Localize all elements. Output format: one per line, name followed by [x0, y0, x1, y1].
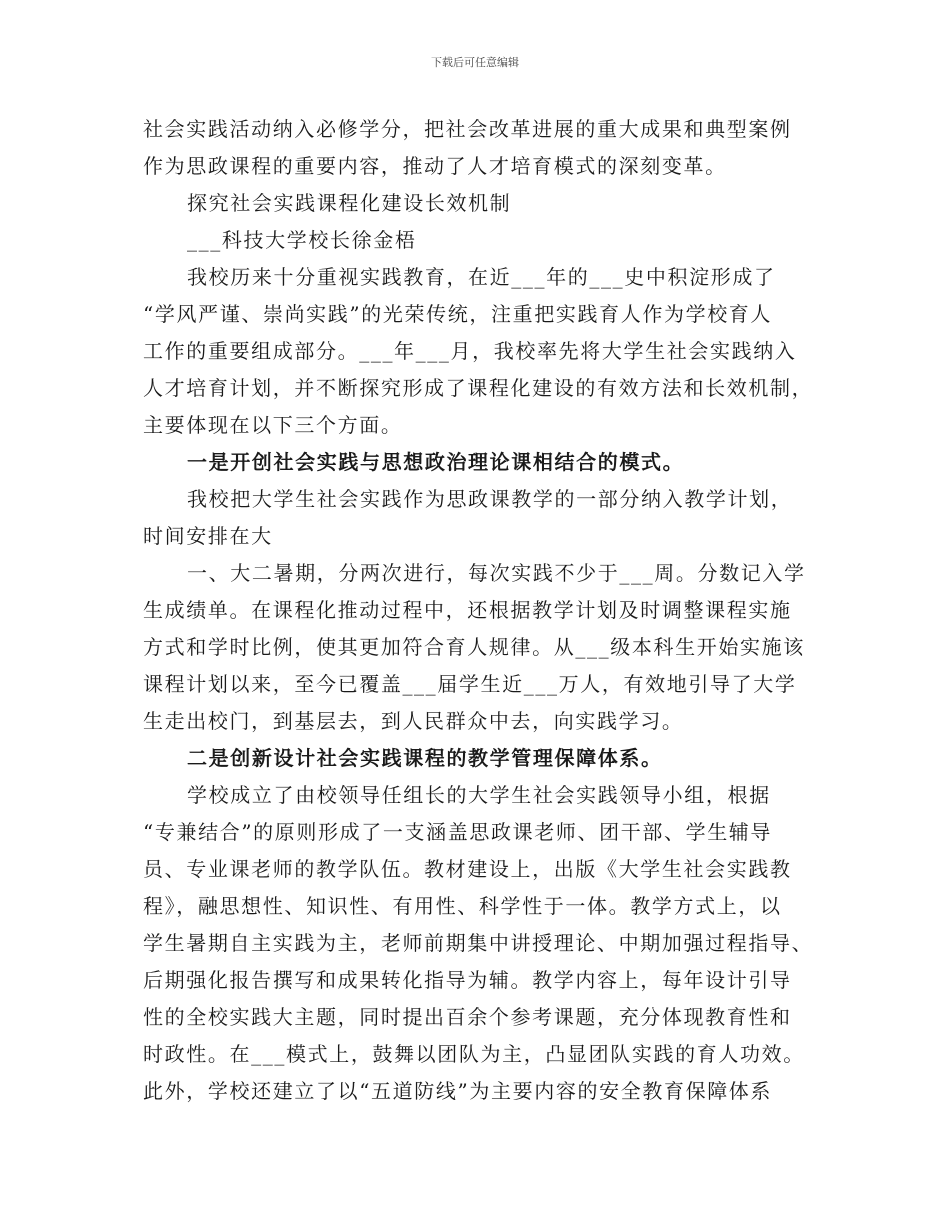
page-header: 下载后可任意编辑 — [431, 56, 519, 69]
paragraph-line: “学风严谨、崇尚实践”的光荣传统，注重把实践育人作为学校育人 — [143, 302, 773, 326]
paragraph-line: 学生暑期自主实践为主，老师前期集中讲授理论、中期加强过程指导、 — [143, 931, 814, 955]
paragraph-line: 时政性。在___模式上，鼓舞以团队为主，凸显团队实践的育人功效。 — [143, 1042, 805, 1066]
section-heading: 二是创新设计社会实践课程的教学管理保障体系。 — [187, 746, 663, 770]
paragraph-line: 学校成立了由校领导任组长的大学生社会实践领导小组，根据 — [187, 783, 771, 807]
paragraph-line: 时间安排在大 — [143, 524, 273, 548]
paragraph-line: 工作的重要组成部分。___年___月，我校率先将大学生社会实践纳入 — [143, 339, 797, 363]
paragraph-line: 人才培育计划，并不断探究形成了课程化建设的有效方法和长效机制， — [143, 376, 814, 400]
paragraph-line: 主要体现在以下三个方面。 — [143, 413, 403, 437]
paragraph-line: 性的全校实践大主题，同时提出百余个参考课题，充分体现教育性和 — [143, 1005, 792, 1029]
paragraph-line: 课程计划以来，至今已覆盖___届学生近___万人，有效地引导了大学 — [143, 672, 797, 696]
paragraph-line: 生成绩单。在课程化推动过程中，还根据教学计划及时调整课程实施 — [143, 598, 792, 622]
paragraph-line: 我校把大学生社会实践作为思政课教学的一部分纳入教学计划， — [187, 487, 793, 511]
document-body — [143, 111, 813, 1110]
paragraph-line: 程》，融思想性、知识性、有用性、科学性于一体。教学方式上，以 — [143, 894, 782, 918]
paragraph-line: 我校历来十分重视实践教育，在近___年的___史中积淀形成了 — [187, 265, 776, 289]
paragraph-line: 生走出校门，到基层去，到人民群众中去，向实践学习。 — [143, 709, 684, 733]
paragraph-line: 探究社会实践课程化建设长效机制 — [187, 191, 512, 215]
paragraph-line: 此外，学校还建立了以“五道防线”为主要内容的安全教育保障体系 — [143, 1079, 773, 1103]
paragraph-line: 员、专业课老师的教学队伍。教材建设上，出版《大学生社会实践教 — [143, 857, 792, 881]
paragraph-line: 一、大二暑期，分两次进行，每次实践不少于___周。分数记入学 — [187, 561, 806, 585]
section-heading: 一是开创社会实践与思想政治理论课相结合的模式。 — [187, 450, 685, 474]
paragraph-line: “专兼结合”的原则形成了一支涵盖思政课老师、团干部、学生辅导 — [143, 820, 773, 844]
paragraph-line: ___科技大学校长徐金梧 — [187, 228, 417, 252]
paragraph-line: 作为思政课程的重要内容，推动了人才培育模式的深刻变革。 — [143, 154, 727, 178]
paragraph-line: 社会实践活动纳入必修学分，把社会改革进展的重大成果和典型案例 — [143, 117, 792, 141]
paragraph-line: 后期强化报告撰写和成果转化指导为辅。教学内容上，每年设计引导 — [143, 968, 792, 992]
paragraph-line: 方式和学时比例，使其更加符合育人规律。从___级本科生开始实施该 — [143, 635, 805, 659]
